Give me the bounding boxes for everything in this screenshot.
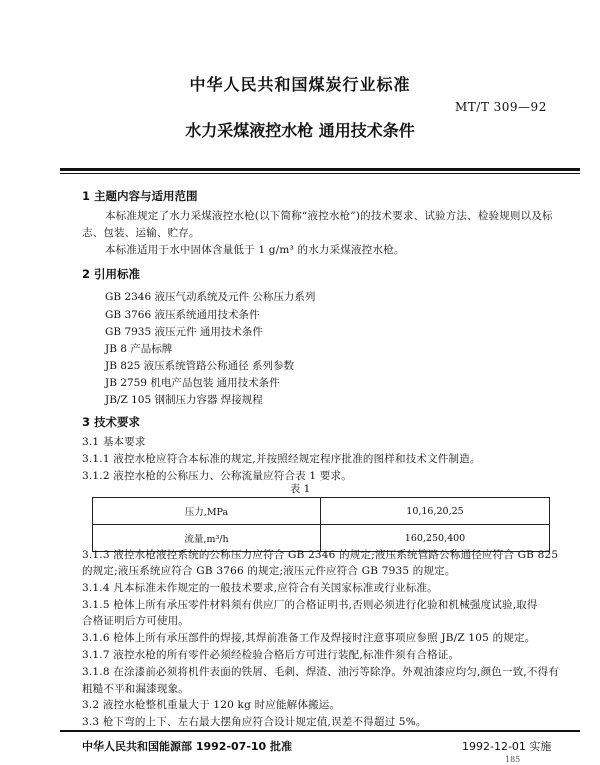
reference-item: JB/Z 105 钢制压力容器 焊接规程 xyxy=(105,394,263,406)
footer-rule xyxy=(60,730,580,732)
section-1-paragraph-1-line-2: 志、包装、运输、贮存。 xyxy=(82,227,200,239)
clause-3-1-4: 3.1.4 凡本标准未作规定的一般技术要求,应符合有关国家标准或行业标准。 xyxy=(82,582,438,594)
clause-3-1: 3.1 基本要求 xyxy=(82,436,146,448)
clause-3-1-6: 3.1.6 枪体上所有承压部件的焊接,其焊前准备工作及焊接时注意事项应参照 JB/Z 105 的规定。 xyxy=(82,632,536,644)
reference-item: JB 2759 机电产品包装 通用技术条件 xyxy=(105,377,280,389)
clause-3-1-3-line-2: 的规定;液压系统应符合 GB 3766 的规定;液压元件应符合 GB 7935 的规定。 xyxy=(82,565,456,577)
clause-3-1-8-line-2: 粗糙不平和漏漆现象。 xyxy=(82,683,189,695)
effective-date: 1992-12-01 实施 xyxy=(462,740,552,753)
approval-line: 中华人民共和国能源部 1992-07-10 批准 xyxy=(82,740,293,753)
table-cell-value: 10,16,20,25 xyxy=(321,498,550,525)
clause-3-1-7: 3.1.7 液控水枪的所有零件必须经检验合格后方可进行装配,标准件须有合格证。 xyxy=(82,649,460,661)
section-1-paragraph-2: 本标准适用于水中固体含量低于 1 g/m³ 的水力采煤液控水枪。 xyxy=(105,244,405,256)
table-1-caption: 表 1 xyxy=(289,483,311,495)
document-title: 水力采煤液控水枪 通用技术条件 xyxy=(185,121,415,140)
page-number: 185 xyxy=(505,755,521,764)
clause-3-2: 3.2 液控水枪整机重量大于 120 kg 时应能解体搬运。 xyxy=(82,699,341,711)
table-row xyxy=(93,498,550,525)
section-3-heading: 3 技术要求 xyxy=(82,415,141,429)
section-1-paragraph-1-line-1: 本标准规定了水力采煤液控水枪(以下简称“液控水枪”)的技术要求、试验方法、检验规则以及标 xyxy=(105,210,553,222)
table-1 xyxy=(92,497,550,552)
title-rule-thick xyxy=(60,168,580,171)
reference-item: JB 825 液压系统管路公称通径 系列参数 xyxy=(105,360,294,372)
clause-3-1-8-line-1: 3.1.8 在涂漆前必须将机件表面的铁屑、毛刺、焊渣、油污等除净。外观油漆应均匀,颜色一致,不得有 xyxy=(82,666,560,678)
org-title: 中华人民共和国煤炭行业标准 xyxy=(189,75,411,94)
reference-item: JB 8 产品标牌 xyxy=(105,343,173,355)
section-1-heading: 1 主题内容与适用范围 xyxy=(82,189,198,203)
table-cell-value: 160,250,400 xyxy=(321,525,550,552)
title-rule-thin xyxy=(60,173,580,174)
clause-3-1-5-line-1: 3.1.5 枪体上所有承压零件材料须有供应厂的合格证明书,否则必须进行化验和机械强度试验,取得 xyxy=(82,599,538,611)
clause-3-1-3-line-1: 3.1.3 液控水枪液控系统的公称压力应符合 GB 2346 的规定;液压系统管路公称通径应符合 GB 825 xyxy=(82,549,559,561)
section-2-heading: 2 引用标准 xyxy=(82,267,141,281)
clause-3-1-2: 3.1.2 液控水枪的公称压力、公称流量应符合表 1 要求。 xyxy=(82,470,352,482)
clause-3-1-5-line-2: 合格证明后方可使用。 xyxy=(82,615,189,627)
clause-3-3: 3.3 枪下弯的上下、左右最大摆角应符合设计规定值,误差不得超过 5%。 xyxy=(82,716,427,728)
table-cell-label: 压力,MPa xyxy=(93,498,321,525)
reference-item: GB 2346 液压气动系统及元件 公称压力系列 xyxy=(105,291,316,303)
clause-3-1-1: 3.1.1 液控水枪应符合本标准的规定,并按照经规定程序批准的图样和技术文件制造。 xyxy=(82,453,481,465)
reference-item: GB 7935 液压元件 通用技术条件 xyxy=(105,326,263,338)
standard-code: MT/T 309—92 xyxy=(455,100,547,114)
reference-item: GB 3766 液压系统通用技术条件 xyxy=(105,309,260,321)
table-cell-label: 流量,m³/h xyxy=(93,525,321,552)
